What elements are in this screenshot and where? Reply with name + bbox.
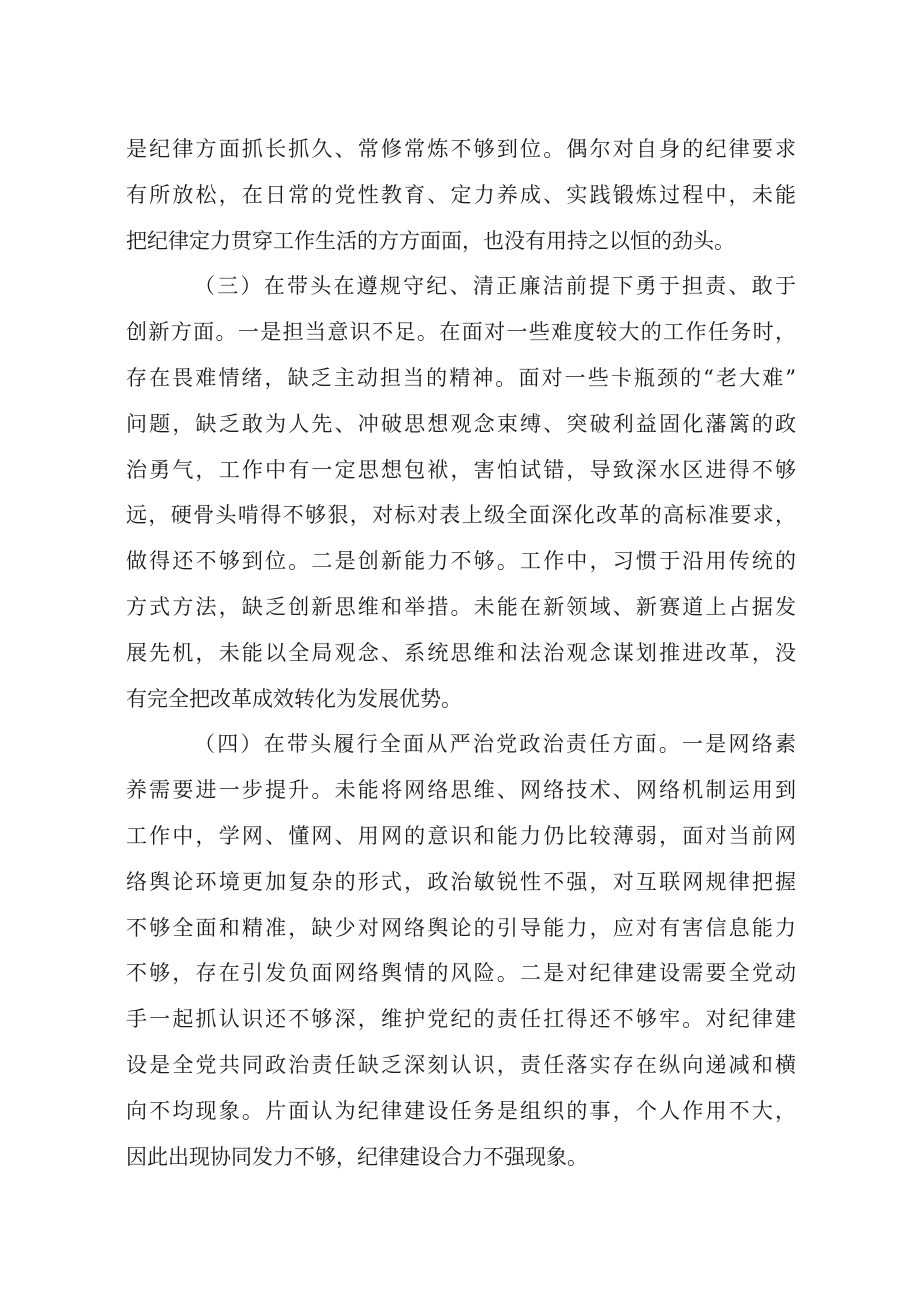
paragraph-four xyxy=(126,722,796,1180)
text-line: 因此出现协同发力不够，纪律建设合力不强现象。 xyxy=(126,1144,588,1169)
text-line: 向不均现象。片面认为纪律建设任务是组织的事，个人作用不大， xyxy=(126,1098,796,1123)
text-line: 治勇气，工作中有一定思想包袱，害怕试错，导致深水区进得不够 xyxy=(126,457,796,482)
text-line: 问题，缺乏敢为人先、冲破思想观念束缚、突破利益固化藩篱的政 xyxy=(126,411,796,436)
text-line: 设是全党共同政治责任缺乏深刻认识，责任落实存在纵向递减和横 xyxy=(126,1052,796,1077)
text-line: 展先机，未能以全局观念、系统思维和法治观念谋划推进改革，没 xyxy=(126,640,796,665)
text-line: 有完全把改革成效转化为发展优势。 xyxy=(126,686,462,711)
text-line: 手一起抓认识还不够深，维护党纪的责任扛得还不够牢。对纪律建 xyxy=(126,1007,796,1032)
text-line: 做得还不够到位。二是创新能力不够。工作中，习惯于沿用传统的 xyxy=(126,549,796,574)
text-line: 工作中，学网、懂网、用网的意识和能力仍比较薄弱，面对当前网 xyxy=(126,823,796,848)
text-line: （三）在带头在遵规守纪、清正廉洁前提下勇于担责、敢于 xyxy=(194,274,796,299)
text-line: 养需要进一步提升。未能将网络思维、网络技术、网络机制运用到 xyxy=(126,778,796,803)
paragraph-three xyxy=(126,264,796,722)
text-line: 把纪律定力贯穿工作生活的方方面面，也没有用持之以恒的劲头。 xyxy=(126,228,735,253)
text-line: 有所放松，在日常的党性教育、定力养成、实践锻炼过程中，未能 xyxy=(126,182,796,207)
paragraph-continuation xyxy=(126,127,796,264)
text-line: 远，硬骨头啃得不够狠，对标对表上级全面深化改革的高标准要求， xyxy=(126,503,796,528)
text-line: 方式方法，缺乏创新思维和举措。未能在新领域、新赛道上占据发 xyxy=(126,594,796,619)
text-line: 存在畏难情绪，缺乏主动担当的精神。面对一些卡瓶颈的“老大难” xyxy=(126,365,796,390)
body-text xyxy=(126,127,796,1180)
text-line: （四）在带头履行全面从严治党政治责任方面。一是网络素 xyxy=(194,732,796,757)
text-line: 不够，存在引发负面网络舆情的风险。二是对纪律建设需要全党动 xyxy=(126,961,796,986)
text-line: 创新方面。一是担当意识不足。在面对一些难度较大的工作任务时， xyxy=(126,320,796,345)
text-line: 络舆论环境更加复杂的形式，政治敏锐性不强，对互联网规律把握 xyxy=(126,869,796,894)
text-line: 是纪律方面抓长抓久、常修常炼不够到位。偶尔对自身的纪律要求 xyxy=(126,137,796,161)
text-line: 不够全面和精准，缺少对网络舆论的引导能力，应对有害信息能力 xyxy=(126,915,796,940)
